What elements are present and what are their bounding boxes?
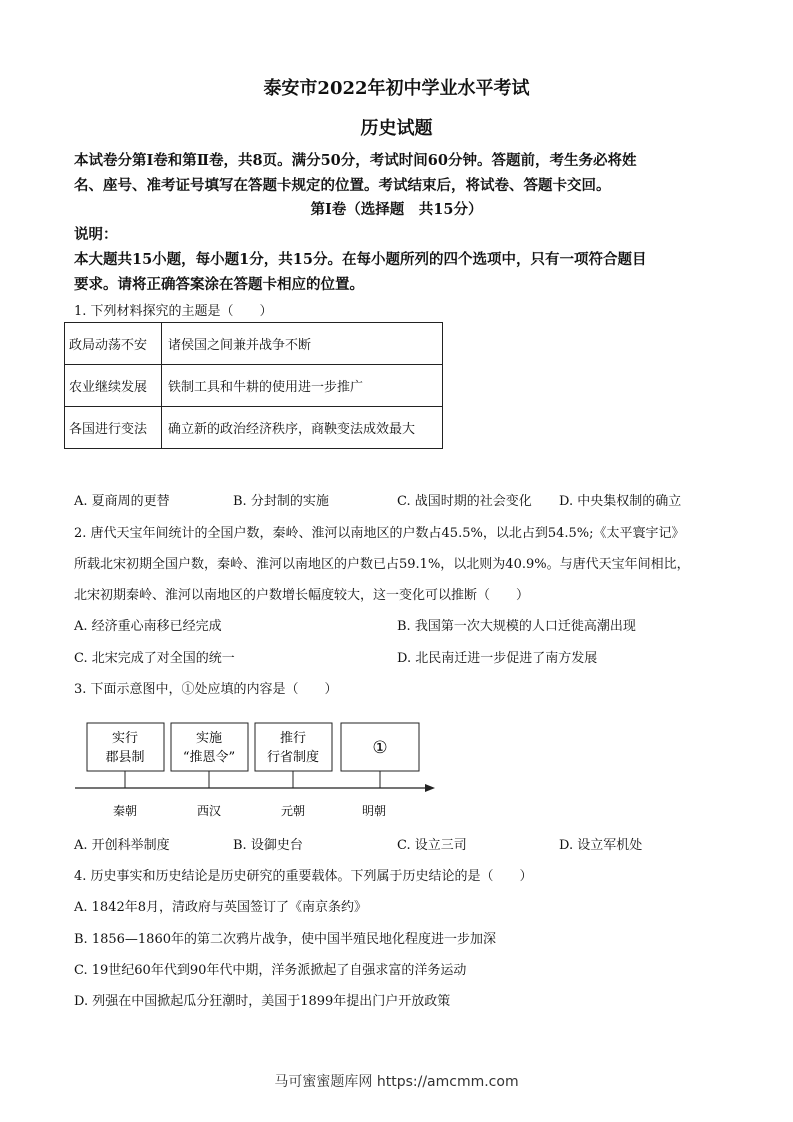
note-line-2: 要求。请将正确答案涂在答题卡相应的位置。 xyxy=(74,276,364,293)
box-4-marker: ① xyxy=(372,738,388,758)
box-2-line-2: “推恩令” xyxy=(182,750,236,765)
q2-option-b: B. 我国第一次大规模的人口迁徙高潮出现 xyxy=(397,619,636,634)
box-3-line-2: 行省制度 xyxy=(266,750,320,765)
q4-option-b: B. 1856—1860年的第二次鸦片战争，使中国半殖民地化程度进一步加深 xyxy=(74,932,496,947)
box-3-line-1: 推行 xyxy=(279,731,307,746)
exam-subject: 历史试题 xyxy=(360,118,433,139)
q4-option-d: D. 列强在中国掀起瓜分狂潮时，美国于1899年提出门户开放政策 xyxy=(74,994,451,1009)
note-line-1: 本大题共15小题，每小题1分，共15分。在每小题所列的四个选项中，只有一项符合题目 xyxy=(74,251,647,268)
q2-option-c: C. 北宋完成了对全国的统一 xyxy=(74,651,235,666)
q2-line-3: 北宋初期秦岭、淮河以南地区的户数增长幅度较大，这一变化可以推断（ ） xyxy=(74,588,530,603)
q2-option-a: A. 经济重心南移已经完成 xyxy=(74,619,222,634)
table-cell: 农业继续发展 xyxy=(65,365,162,407)
q3-stem: 3. 下面示意图中，①处应填的内容是（ ） xyxy=(74,682,338,697)
timeline-box-3 xyxy=(255,723,332,771)
timeline-box-2 xyxy=(171,723,248,771)
table-row xyxy=(65,323,443,365)
q1-option-c: C. 战国时期的社会变化 xyxy=(397,494,532,509)
note-label: 说明： xyxy=(74,226,118,243)
q2-line-1: 2. 唐代天宝年间统计的全国户数，秦岭、淮河以南地区的户数占45.5%，以北占到54.5%;《太平寰宇记》 xyxy=(74,526,685,541)
box-2-line-1: 实施 xyxy=(195,731,223,746)
exam-title: 泰安市2022年初中学业水平考试 xyxy=(263,78,530,99)
intro-line-1: 本试卷分第Ⅰ卷和第Ⅱ卷，共8页。满分50分，考试时间60分钟。答题前，考生务必将姓 xyxy=(74,152,637,169)
table-cell: 确立新的政治经济秩序，商鞅变法成效最大 xyxy=(162,407,443,449)
table-cell: 诸侯国之间兼并战争不断 xyxy=(162,323,443,365)
timeline-arrow xyxy=(425,784,435,792)
table-cell: 政局动荡不安 xyxy=(65,323,162,365)
q1-stem: 1. 下列材料探究的主题是（ ） xyxy=(74,304,273,319)
era-label: 西汉 xyxy=(196,804,222,818)
era-label: 明朝 xyxy=(361,804,387,818)
q1-option-b: B. 分封制的实施 xyxy=(233,494,329,509)
table-row xyxy=(65,365,443,407)
box-1-line-1: 实行 xyxy=(111,731,139,746)
q1-option-d: D. 中央集权制的确立 xyxy=(559,494,682,509)
era-label: 元朝 xyxy=(280,804,306,818)
q3-timeline-diagram xyxy=(70,710,440,825)
intro-line-2: 名、座号、准考证号填写在答题卡规定的位置。考试结束后，将试卷、答题卡交回。 xyxy=(74,177,611,194)
timeline-box-1 xyxy=(87,723,164,771)
q3-option-a: A. 开创科举制度 xyxy=(74,838,170,853)
q3-option-d: D. 设立军机处 xyxy=(559,838,643,853)
q3-option-c: C. 设立三司 xyxy=(397,838,467,853)
q4-stem: 4. 历史事实和历史结论是历史研究的重要载体。下列属于历史结论的是（ ） xyxy=(74,869,533,884)
table-cell: 各国进行变法 xyxy=(65,407,162,449)
q3-option-b: B. 设御史台 xyxy=(233,838,303,853)
footer-watermark: 马可蜜蜜题库网 https://amcmm.com xyxy=(274,1074,519,1090)
q1-material-table xyxy=(64,322,443,449)
q4-option-a: A. 1842年8月，清政府与英国签订了《南京条约》 xyxy=(74,900,368,915)
box-1-line-2: 郡县制 xyxy=(105,750,145,765)
era-label: 秦朝 xyxy=(112,804,138,818)
table-cell: 铁制工具和牛耕的使用进一步推广 xyxy=(162,365,443,407)
q2-line-2: 所载北宋初期全国户数，秦岭、淮河以南地区的户数已占59.1%，以北则为40.9%。与唐代天宝年间相比， xyxy=(74,557,690,572)
q4-option-c: C. 19世纪60年代到90年代中期，洋务派掀起了自强求富的洋务运动 xyxy=(74,963,467,978)
timeline-box-4 xyxy=(341,723,419,771)
table-row xyxy=(65,407,443,449)
section-heading: 第Ⅰ卷（选择题 共15分） xyxy=(310,201,483,218)
q1-option-a: A. 夏商周的更替 xyxy=(74,494,170,509)
q2-option-d: D. 北民南迁进一步促进了南方发展 xyxy=(397,651,598,666)
